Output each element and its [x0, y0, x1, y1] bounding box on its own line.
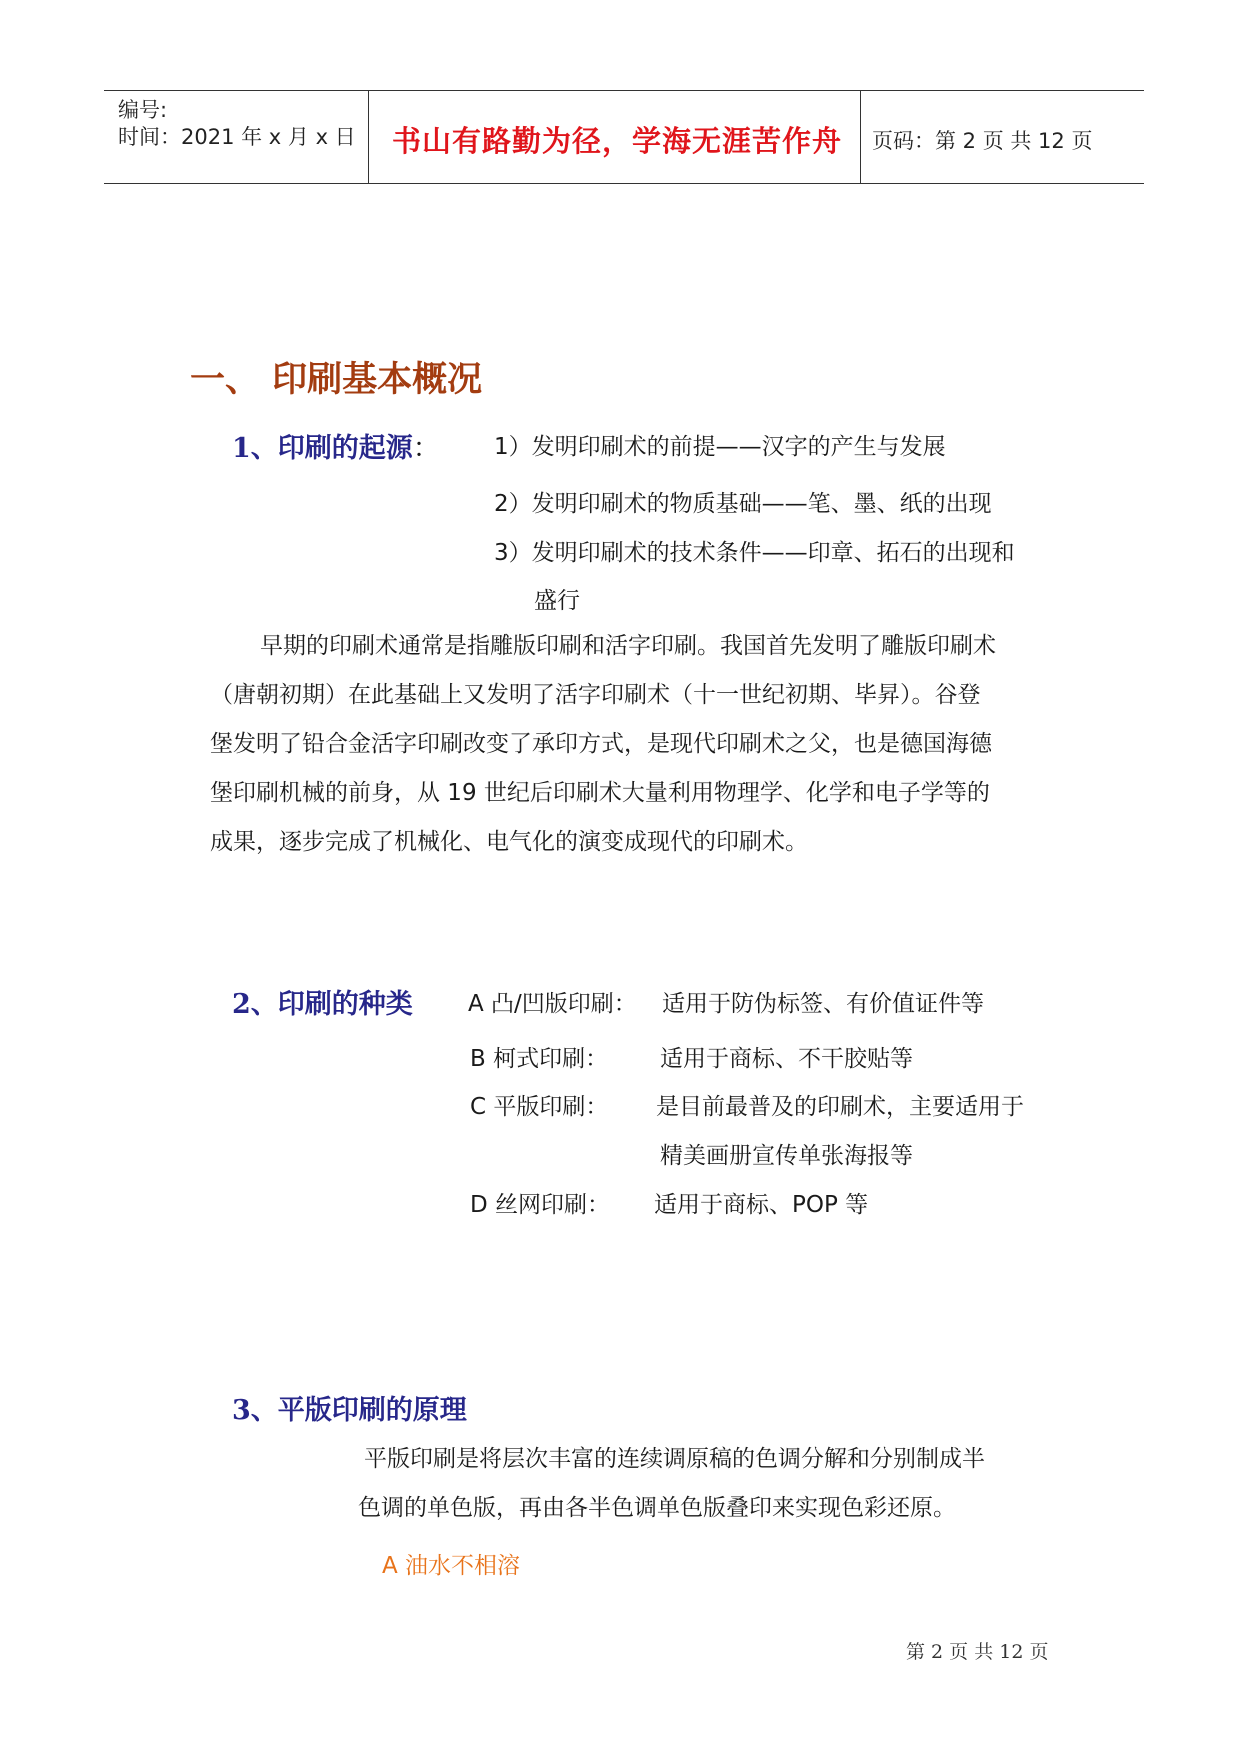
- type-d-name: D 丝网印刷：: [470, 1192, 611, 1218]
- paragraph-line: 色调的单色版，再由各半色调单色版叠印来实现色彩还原。: [358, 1495, 956, 1521]
- type-c-desc-continued: 精美画册宣传单张海报等: [660, 1143, 913, 1169]
- type-c-name: C 平版印刷：: [470, 1094, 609, 1120]
- origin-heading-text: 1、印刷的起源: [232, 433, 413, 464]
- origin-paragraph: [210, 622, 996, 867]
- paragraph-line: 平版印刷是将层次丰富的连续调原稿的色调分解和分别制成半: [364, 1446, 985, 1472]
- header-motto: 书山有路勤为径，学海无涯苦作舟: [392, 124, 843, 158]
- header-page-code: 页码：第 2 页 共 12 页: [872, 129, 1093, 153]
- paragraph-line: 早期的印刷术通常是指雕版印刷和活字印刷。我国首先发明了雕版印刷术: [260, 633, 996, 659]
- header-number-label: 编号:: [118, 98, 168, 122]
- origin-heading-colon: ：: [412, 433, 440, 464]
- origin-item-3-continued: 盛行: [534, 588, 580, 614]
- origin-item-1: 1）发明印刷术的前提——汉字的产生与发展: [494, 434, 946, 460]
- types-heading: 2、印刷的种类: [232, 989, 413, 1020]
- type-c-desc: 是目前最普及的印刷术，主要适用于: [656, 1094, 1024, 1120]
- header-top-rule: [104, 90, 1144, 91]
- principle-paragraph: [358, 1435, 985, 1533]
- header-time-label: 时间：2021 年 x 月 x 日: [118, 125, 356, 149]
- header-divider-left: [368, 90, 369, 184]
- paragraph-line: 成果，逐步完成了机械化、电气化的演变成现代的印刷术。: [210, 829, 808, 855]
- paragraph-line: 堡印刷机械的前身，从 19 世纪后印刷术大量利用物理学、化学和电子学等的: [210, 780, 990, 806]
- principle-subheading: A 油水不相溶: [382, 1553, 521, 1579]
- origin-item-3: 3）发明印刷术的技术条件——印章、拓石的出现和: [494, 540, 1015, 566]
- header-divider-right: [860, 90, 861, 184]
- paragraph-line: （唐朝初期）在此基础上又发明了活字印刷术（十一世纪初期、毕昇）。谷登: [210, 682, 981, 708]
- section-title: 一、 印刷基本概况: [190, 359, 483, 400]
- type-a-desc: 适用于防伪标签、有价值证件等: [662, 991, 984, 1017]
- paragraph-line: 堡发明了铅合金活字印刷改变了承印方式，是现代印刷术之父，也是德国海德: [210, 731, 992, 757]
- type-a-name: A 凸/凹版印刷：: [468, 991, 637, 1017]
- type-b-name: B 柯式印刷：: [470, 1046, 609, 1072]
- principle-heading: 3、平版印刷的原理: [232, 1395, 467, 1426]
- type-b-desc: 适用于商标、不干胶贴等: [660, 1046, 913, 1072]
- type-d-desc: 适用于商标、POP 等: [654, 1192, 869, 1218]
- origin-heading: [232, 426, 440, 465]
- footer-page-number: 第 2 页 共 12 页: [906, 1641, 1049, 1663]
- origin-item-2: 2）发明印刷术的物质基础——笔、墨、纸的出现: [494, 491, 992, 517]
- header-bottom-rule: [104, 183, 1144, 184]
